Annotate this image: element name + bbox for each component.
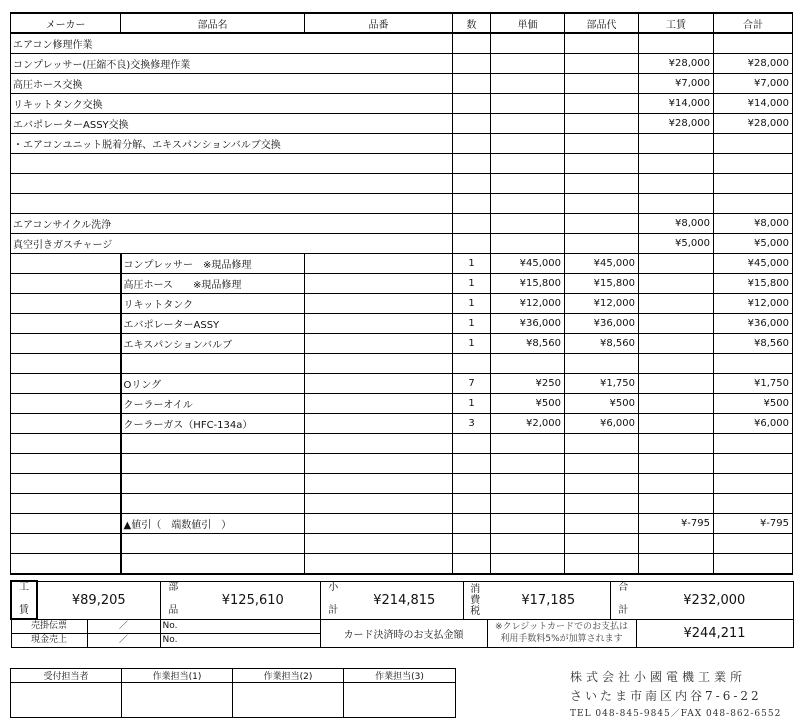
part-name-cell: エキスパンションバルブ [121,334,305,354]
part-number-cell [305,254,453,274]
part-name-cell: ▲値引（ 端数値引 ） [121,514,305,534]
total-cell [714,554,793,575]
qty-cell [453,174,491,194]
labor-cell: ¥28,000 [639,114,714,134]
total-cell: ¥7,000 [714,74,793,94]
qty-cell [453,114,491,134]
maker-cell [11,514,121,534]
sales-slip-label: 売掛伝票 [11,619,87,633]
part-name-cell: クーラーオイル [121,394,305,414]
unit-price-cell: ¥2,000 [491,414,565,434]
labor-cell [639,174,714,194]
labor-cell [639,534,714,554]
parts-cost-cell [565,194,639,214]
table-row [11,114,793,134]
slip-no-label-1: No. [160,619,320,633]
table-row [11,494,793,514]
total-cell: ¥36,000 [714,314,793,334]
header-part-number: 品番 [305,13,453,33]
labor-cell [639,374,714,394]
card-note-line-1: ※クレジットカードでのお支払は [494,622,629,632]
parts-cost-cell [565,514,639,534]
row-description [11,174,453,194]
parts-cost-cell [565,534,639,554]
qty-cell: 1 [453,334,491,354]
maker-cell [11,314,121,334]
header-total: 合計 [714,13,793,33]
tax-label [463,581,487,619]
grand-label-bottom: 計 [618,604,629,616]
total-cell [714,33,793,54]
total-cell: ¥15,800 [714,274,793,294]
qty-cell [453,54,491,74]
part-number-cell [305,454,453,474]
parts-cost-cell [565,74,639,94]
part-name-cell [121,494,305,514]
unit-price-cell: ¥15,800 [491,274,565,294]
part-number-cell [305,314,453,334]
total-cell [714,454,793,474]
card-payment-label: カード決済時のお支払金額 [320,619,487,647]
part-name-cell: コンプレッサー ※現品修理 [121,254,305,274]
unit-price-cell [491,234,565,254]
parts-cost-cell [565,33,639,54]
unit-price-cell [491,194,565,214]
qty-cell: 1 [453,394,491,414]
labor-cell: ¥7,000 [639,74,714,94]
unit-price-cell [491,454,565,474]
part-number-cell [305,334,453,354]
totals-table [10,580,794,648]
header-qty: 数 [453,13,491,33]
card-fee-note [487,619,636,647]
part-number-cell [305,374,453,394]
staff-table [10,668,456,718]
unit-price-cell: ¥36,000 [491,314,565,334]
labor-cell [639,314,714,334]
labor-cell [639,434,714,454]
labor-cell [639,194,714,214]
tax-label-2: 費 [470,594,481,606]
part-name-cell: クーラーガス（HFC-134a） [121,414,305,434]
slip-no-label-2: No. [160,633,320,647]
qty-cell: 1 [453,294,491,314]
tax-label-3: 税 [470,605,481,617]
table-row [11,514,793,534]
grand-label-top: 合 [618,581,629,593]
qty-cell [453,134,491,154]
slash-1: ／ [87,619,160,633]
header-unit-price: 単価 [491,13,565,33]
table-row [11,274,793,294]
table-row [11,54,793,74]
unit-price-cell [491,554,565,575]
row-description: エバポレーターASSY交換 [11,114,453,134]
labor-cell: ¥8,000 [639,214,714,234]
invoice-rows [11,33,793,574]
row-description: リキットタンク交換 [11,94,453,114]
maker-cell [11,554,121,575]
parts-cost-cell: ¥45,000 [565,254,639,274]
invoice-table [10,12,793,575]
maker-cell [11,474,121,494]
table-row [11,534,793,554]
table-row [11,74,793,94]
total-cell: ¥8,560 [714,334,793,354]
qty-cell [453,154,491,174]
unit-price-cell [491,494,565,514]
labor-cell: ¥14,000 [639,94,714,114]
row-description [11,194,453,214]
total-cell: ¥1,750 [714,374,793,394]
slash-2: ／ [87,633,160,647]
qty-cell [453,514,491,534]
tax-label-1: 消 [470,583,481,595]
labor-cell: ¥28,000 [639,54,714,74]
maker-cell [11,334,121,354]
qty-cell: 1 [453,314,491,334]
labor-cell [639,354,714,374]
part-name-cell [121,474,305,494]
unit-price-cell [491,214,565,234]
qty-cell [453,74,491,94]
table-row [11,314,793,334]
total-cell: ¥28,000 [714,54,793,74]
worker1-box[interactable] [122,683,233,718]
unit-price-cell: ¥45,000 [491,254,565,274]
labor-cell: ¥-795 [639,514,714,534]
row-description: 高圧ホース交換 [11,74,453,94]
total-cell [714,474,793,494]
maker-cell [11,354,121,374]
parts-cost-cell [565,454,639,474]
total-cell [714,494,793,514]
table-row [11,554,793,575]
part-name-cell: リキットタンク [121,294,305,314]
unit-price-cell: ¥8,560 [491,334,565,354]
cash-sale-label: 現金売上 [11,633,87,647]
qty-cell [453,554,491,575]
maker-cell [11,534,121,554]
parts-cost-cell: ¥8,560 [565,334,639,354]
table-row [11,334,793,354]
parts-cost-cell [565,354,639,374]
company-tel-fax: TEL 048-845-9845／FAX 048-862-6552 [570,709,782,719]
labor-cell [639,33,714,54]
worker2-box[interactable] [233,683,344,718]
grand-total-value: ¥232,000 [636,581,793,619]
row-description: ・エアコンユニット脱着分解、エキスパンションバルブ交換 [11,134,453,154]
labor-cell [639,154,714,174]
total-cell [714,534,793,554]
total-cell: ¥12,000 [714,294,793,314]
table-row [11,194,793,214]
header-maker: メーカー [11,13,121,33]
unit-price-cell [491,354,565,374]
unit-price-cell [491,134,565,154]
unit-price-cell [491,74,565,94]
qty-cell: 1 [453,254,491,274]
labor-cell [639,454,714,474]
header-part-name: 部品名 [121,13,305,33]
labor-total-label [11,581,37,619]
part-name-cell: 高圧ホース ※現品修理 [121,274,305,294]
unit-price-cell [491,94,565,114]
part-number-cell [305,434,453,454]
part-number-cell [305,554,453,575]
labor-label-bottom: 賃 [19,605,29,616]
labor-cell [639,414,714,434]
labor-label-top: 工 [19,582,29,593]
total-cell [714,194,793,214]
parts-cost-cell [565,434,639,454]
row-description: エアコン修理作業 [11,33,453,54]
total-cell: ¥28,000 [714,114,793,134]
parts-cost-cell [565,234,639,254]
worker3-label: 作業担当(3) [344,669,456,683]
subtotal-label [320,581,346,619]
parts-cost-cell [565,214,639,234]
part-number-cell [305,514,453,534]
part-number-cell [305,274,453,294]
table-header-row [11,13,793,33]
subtotal-label-top: 小 [328,581,339,593]
subtotal-label-bottom: 計 [328,604,339,616]
labor-cell [639,554,714,575]
subtotal-value: ¥214,815 [346,581,463,619]
maker-cell [11,414,121,434]
table-row [11,174,793,194]
parts-cost-cell: ¥15,800 [565,274,639,294]
row-description: 真空引きガスチャージ [11,234,453,254]
header-labor: 工賃 [639,13,714,33]
total-cell: ¥6,000 [714,414,793,434]
total-cell: ¥-795 [714,514,793,534]
part-number-cell [305,474,453,494]
qty-cell [453,33,491,54]
total-cell [714,134,793,154]
worker1-label: 作業担当(1) [122,669,233,683]
part-name-cell [121,454,305,474]
reception-staff-label: 受付担当者 [11,669,122,683]
unit-price-cell [491,174,565,194]
parts-cost-cell [565,154,639,174]
parts-total-value: ¥125,610 [186,581,320,619]
maker-cell [11,374,121,394]
unit-price-cell [491,514,565,534]
qty-cell [453,534,491,554]
parts-cost-cell: ¥12,000 [565,294,639,314]
qty-cell [453,94,491,114]
unit-price-cell [491,154,565,174]
unit-price-cell [491,33,565,54]
table-row [11,394,793,414]
labor-cell: ¥5,000 [639,234,714,254]
total-cell [714,434,793,454]
total-cell: ¥5,000 [714,234,793,254]
labor-cell [639,494,714,514]
maker-cell [11,274,121,294]
qty-cell: 7 [453,374,491,394]
total-cell: ¥45,000 [714,254,793,274]
worker2-label: 作業担当(2) [233,669,344,683]
qty-cell [453,194,491,214]
table-row [11,454,793,474]
labor-cell [639,274,714,294]
table-row [11,254,793,274]
parts-cost-cell [565,474,639,494]
worker3-box[interactable] [344,683,456,718]
qty-cell [453,214,491,234]
part-number-cell [305,494,453,514]
parts-cost-cell: ¥1,750 [565,374,639,394]
qty-cell [453,354,491,374]
part-number-cell [305,414,453,434]
table-row [11,474,793,494]
parts-cost-cell [565,134,639,154]
table-row [11,154,793,174]
total-cell [714,154,793,174]
card-payment-value: ¥244,211 [636,619,793,647]
qty-cell [453,234,491,254]
qty-cell [453,474,491,494]
reception-staff-box[interactable] [11,683,122,718]
maker-cell [11,294,121,314]
labor-cell [639,134,714,154]
table-row [11,33,793,54]
qty-cell [453,494,491,514]
part-name-cell [121,434,305,454]
maker-cell [11,454,121,474]
part-number-cell [305,354,453,374]
total-cell [714,174,793,194]
card-note-line-2: 利用手数料5%が加算されます [500,634,623,644]
labor-cell [639,254,714,274]
labor-cell [639,474,714,494]
part-name-cell: エバポレーターASSY [121,314,305,334]
unit-price-cell [491,434,565,454]
table-row [11,294,793,314]
unit-price-cell: ¥12,000 [491,294,565,314]
table-row [11,214,793,234]
part-name-cell [121,554,305,575]
part-number-cell [305,534,453,554]
table-row [11,374,793,394]
qty-cell: 3 [453,414,491,434]
maker-cell [11,394,121,414]
part-number-cell [305,394,453,414]
unit-price-cell [491,114,565,134]
labor-cell [639,294,714,314]
qty-cell: 1 [453,274,491,294]
unit-price-cell [491,534,565,554]
unit-price-cell: ¥500 [491,394,565,414]
unit-price-cell: ¥250 [491,374,565,394]
table-row [11,434,793,454]
maker-cell [11,434,121,454]
total-cell: ¥8,000 [714,214,793,234]
parts-total-label [160,581,186,619]
table-row [11,414,793,434]
grand-total-label [610,581,636,619]
qty-cell [453,434,491,454]
total-cell [714,354,793,374]
parts-cost-cell: ¥500 [565,394,639,414]
parts-cost-cell [565,554,639,575]
labor-cell [639,394,714,414]
part-name-cell: Oリング [121,374,305,394]
parts-cost-cell: ¥6,000 [565,414,639,434]
maker-cell [11,254,121,274]
parts-cost-cell [565,174,639,194]
header-parts-cost: 部品代 [565,13,639,33]
parts-cost-cell [565,54,639,74]
total-cell: ¥14,000 [714,94,793,114]
qty-cell [453,454,491,474]
tax-value: ¥17,185 [487,581,610,619]
row-description [11,154,453,174]
parts-cost-cell [565,494,639,514]
parts-label-bottom: 品 [168,604,179,616]
parts-cost-cell: ¥36,000 [565,314,639,334]
table-row [11,234,793,254]
parts-cost-cell [565,94,639,114]
table-row [11,94,793,114]
company-address: さいたま市南区内谷7-6-22 [570,689,762,703]
row-description: エアコンサイクル洗浄 [11,214,453,234]
part-name-cell [121,534,305,554]
company-name: 株式会社小國電機工業所 [570,670,747,684]
parts-cost-cell [565,114,639,134]
total-cell: ¥500 [714,394,793,414]
maker-cell [11,494,121,514]
parts-label-top: 部 [168,581,179,593]
unit-price-cell [491,474,565,494]
table-row [11,354,793,374]
unit-price-cell [491,54,565,74]
company-info [570,668,795,719]
labor-total-value: ¥89,205 [37,581,160,619]
part-name-cell [121,354,305,374]
row-description: コンプレッサー(圧縮不良)交換修理作業 [11,54,453,74]
part-number-cell [305,294,453,314]
table-row [11,134,793,154]
labor-cell [639,334,714,354]
